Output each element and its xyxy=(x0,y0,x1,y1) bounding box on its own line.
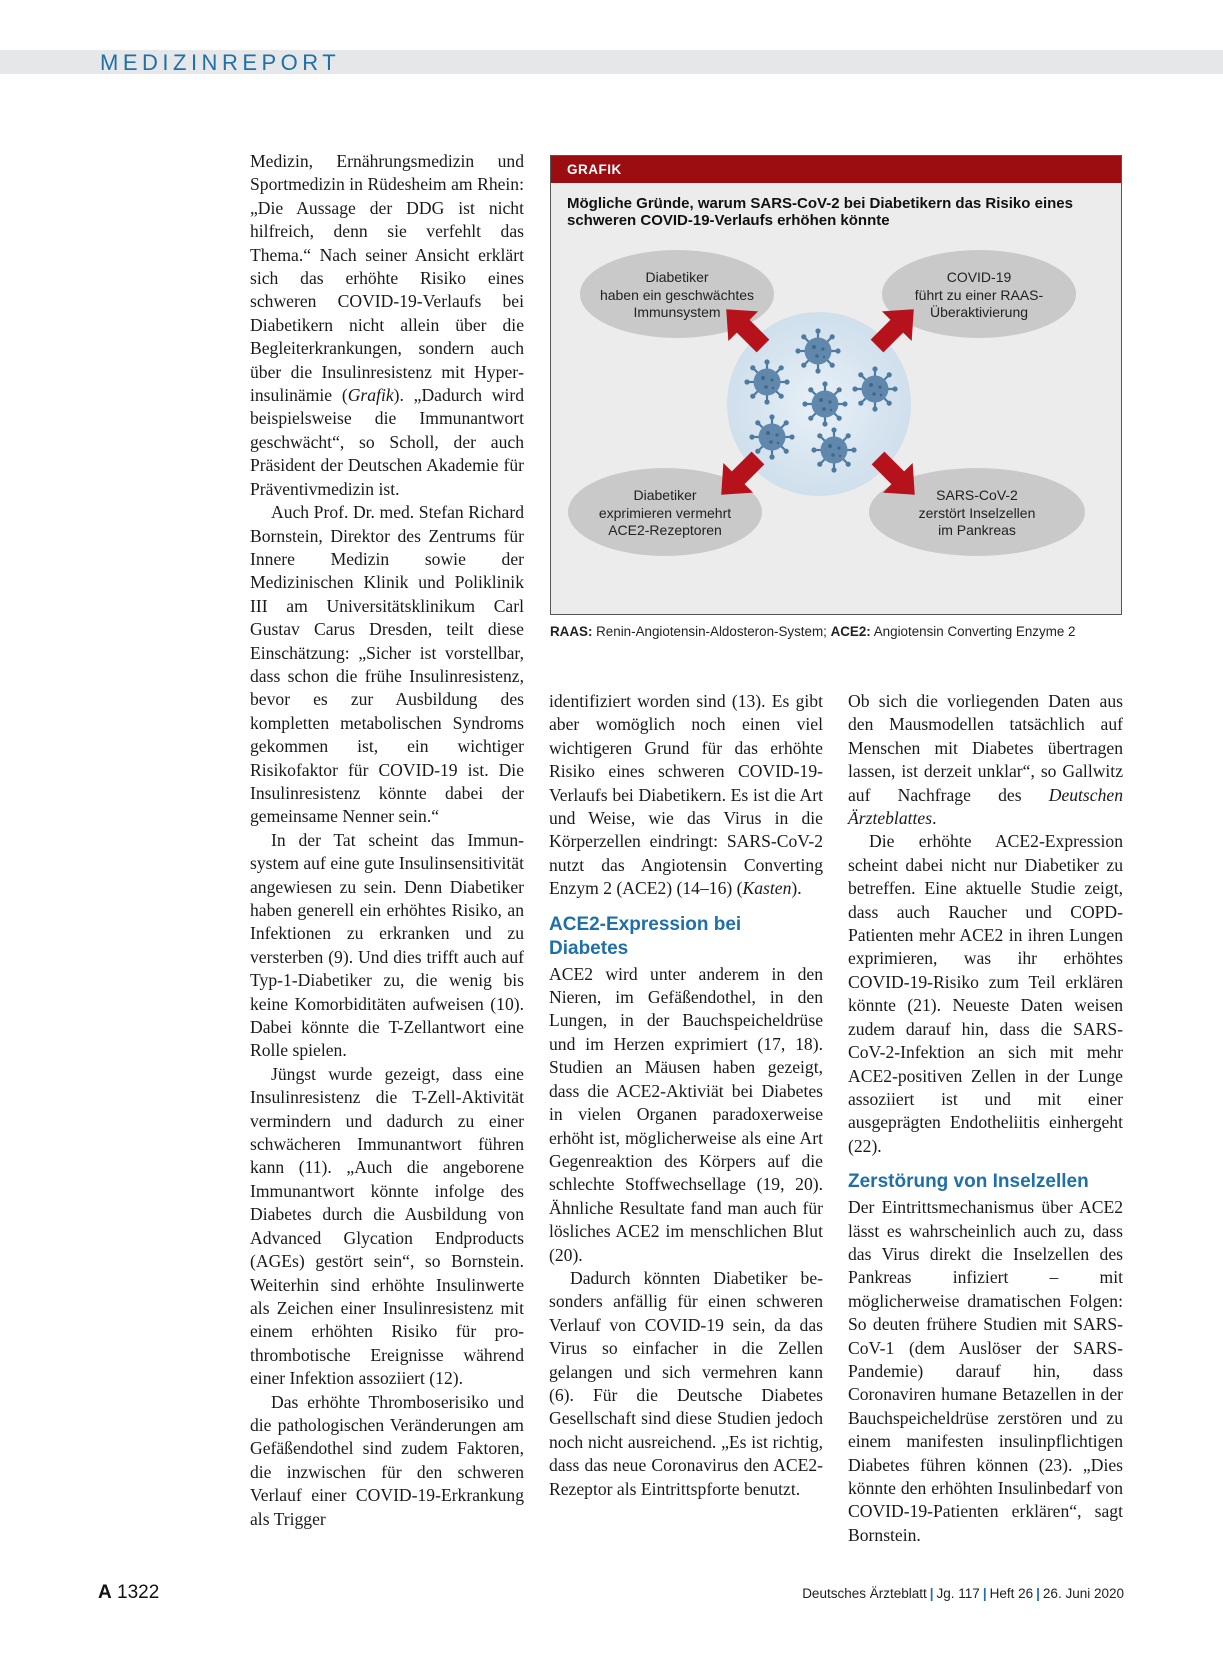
bubble-text-bottom-right: SARS-CoV-2 zerstört Inselzellen im Pankreas xyxy=(918,487,1036,538)
virus-icon xyxy=(744,359,789,404)
virus-icon xyxy=(852,366,897,411)
footer-citation: Deutsches Ärzteblatt | Jg. 117 | Heft 26 | 26. Juni 2020 xyxy=(802,1586,1124,1601)
figure-caption: RAAS: Renin-Angiotensin-Aldosteron-System; ACE2: Angiotensin Converting Enzyme 2 xyxy=(550,624,1076,639)
paragraph: Auch Prof. Dr. med. Stefan Richard Bornstein, Direktor des Zentrums für Innere Medizin sowie der Medizinischen Klinik und Poliklinik III am Universitätsklinikum Carl Gustav Carus Dresden, teilt diese Einschätzung: „Sicher ist vorstellbar, dass schon die frühe Insulinresistenz, bevor es zur Ausbildung des kompletten metabolischen Syndroms gekommen ist, ein wichtiger Risikofaktor für COVID-19 ist. Die Insulinresistenz könnte dabei der gemeinsame Nenner sein.“ xyxy=(250,502,524,827)
bubble-text-top-left: Diabetiker haben ein geschwächtes Immunsystem xyxy=(599,269,755,320)
paragraph: Jüngst wurde gezeigt, dass eine Insulinresistenz die T-Zell-Aktivität vermindern und dadurch zu einer schwächeren Immunantwort führen kann (11). „Auch die angeborene Immunantwort könnte infolge des Diabetes durch die Ausbildung von Advanced Glycation Endproducts (AGEs) gestört sein“, so Bornstein. Weiterhin sind erhöhte Insulinwerte als Zeichen einer Insulinresistenz mit einem erhöhten Risiko für prothrombotische Ereignisse während einer Infektion assoziiert (12). xyxy=(250,1063,524,1389)
figure-title: Mögliche Gründe, warum SARS-CoV-2 bei Diabetikern das Risiko eines schweren COVID-19-Verlaufs erhöhen könnte xyxy=(567,195,1073,229)
paragraph: In der Tat scheint das Immunsystem auf eine gute Insulinsensitivität angewiesen zu sein. Denn Diabetiker haben generell ein erhöhtes Risiko, an Infektionen zu erkranken und zu versterben (9). Und dies trifft auch auf Typ-1-Diabetiker zu, die wenig bis keine Komorbiditäten aufweisen (10). Dabei könnte die T-Zellantwort eine Rolle spielen. xyxy=(250,829,524,1061)
paragraph: identifiziert worden sind (13). Es gibt aber womöglich noch einen viel wichtigeren Grund für das erhöhte Risiko eines schweren COVID-19-Verlaufs bei Diabetikern. Es ist die Art und Weise, wie das Virus in die Körperzellen eindringt: SARS-CoV-2 nutzt das Angiotensin Converting Enzym 2 (ACE2) (14–16) (Kasten). xyxy=(549,691,823,899)
paragraph: ACE2 wird unter anderem in den Nieren, im Gefäßendothel, in den Lungen, in der Bauchspeicheldrüse und im Herzen exprimiert (17, 18). Studien an Mäusen haben gezeigt, dass die ACE2-Aktiviät bei Diabetes in vielen Organen paradoxerweise erhöht ist, möglicherweise als eine Art Gegenreaktion des Körpers auf die schlechte Stoffwechsellage (19, 20). Ähnliche Resultate fand man auch für lösliches ACE2 im menschlichen Blut (20). xyxy=(549,963,823,1265)
figure-illustration xyxy=(551,156,1122,615)
subheading: Zerstörung von Inselzellen xyxy=(848,1171,1089,1193)
paragraph: Ob sich die vorliegenden Daten aus den Mausmodellen tatsächlich auf Menschen mit Diabetes übertragen lassen, ist derzeit unklar“, so Gallwitz auf Nachfrage des Deutschen Ärzteblattes. xyxy=(848,691,1123,829)
paragraph: Das erhöhte Thromboserisiko und die pathologischen Veränderungen am Gefäßendothel sind zudem Faktoren, die inzwischen für den schweren Verlauf einer COVID-19-Erkrankung als Trigger xyxy=(250,1391,524,1529)
text-column-2 xyxy=(549,690,823,1501)
text-column-3 xyxy=(848,690,1123,1547)
journal-name: Deutschen Ärzteblattes xyxy=(848,784,1123,829)
figure-box xyxy=(550,155,1122,615)
virus-icon xyxy=(749,414,794,459)
paragraph: Der Eintrittsmechanismus über ACE2 lässt es wahrscheinlich auch zu, dass das Virus direkt die Inselzellen des Pankreas infiziert – mit möglicherweise dramatischen Folgen: So deuten frühere Studien mit SARS-CoV-1 (dem Auslöser der SARS-Pandemie) darauf hin, dass Coronaviren humane Betazellen in der Bauchspeicheldrüse zerstören und zu einem manifesten insulinpflichtigen Diabetes führen können (23). „Dies könnte den erhöhten Insulinbedarf von COVID-19-Patienten erklären“, sagt Bornstein. xyxy=(848,1197,1123,1545)
paragraph: Medizin, Ernährungsmedizin und Sportmedizin in Rüdesheim am Rhein: „Die Aussage der DDG ist nicht hilfreich, denn sie verfehlt das Thema.“ Nach seiner Ansicht erklärt sich das erhöhte Risiko eines schweren COVID-19-Verlaufs bei Diabetikern nicht allein über die Begleiterkrankungen, sondern auch über die Insulinresistenz mit Hyperinsulinämie (Grafik). „Dadurch wird beispielsweise die Immunantwort geschwächt“, so Scholl, der auch Präsident der Deutschen Akademie für Präventivmedizin ist. xyxy=(250,151,525,499)
subheading: ACE2-Expression bei Diabetes xyxy=(549,913,742,959)
virus-icon xyxy=(811,427,856,472)
paragraph: Die erhöhte ACE2-Expression scheint dabei nicht nur Diabetiker zu betreffen. Eine aktuelle Studie zeigt, dass auch Raucher und COPD-Patienten mehr ACE2 in ihren Lungen exprimieren, was ihr erhöhtes COVID-19-Risiko zum Teil erklären könnte (21). Neueste Daten weisen zudem darauf hin, dass die SARS-CoV-2-Infektion an sich mit mehr ACE2-positiven Zellen in der Lunge assoziiert ist und mit einer ausgeprägten Endotheliitis einhergeht (22). xyxy=(848,831,1123,1156)
figure-label: GRAFIK xyxy=(551,156,1121,183)
virus-icon xyxy=(795,328,840,373)
bubble-text-bottom-left: Diabetiker exprimieren vermehrt ACE2-Rezeptoren xyxy=(598,487,732,538)
virus-icon xyxy=(802,381,847,426)
bubble-text-top-right: COVID-19 führt zu einer RAAS- Überaktivierung xyxy=(914,269,1044,320)
page-number: A 1322 xyxy=(98,1582,160,1603)
paragraph: Dadurch könnten Diabetiker besonders anfällig für einen schweren Verlauf von COVID-19 sein, da das Virus so einfacher in die Zellen gelangen und sich vermehren kann (6). Für die Deutsche Diabetes Gesellschaft sind diese Studien jedoch noch nicht ausreichend. „Es ist richtig, dass das neue Coronavirus den ACE2-Rezeptor als Eintrittspforte benutzt. xyxy=(549,1267,823,1499)
text-column-1 xyxy=(250,150,524,1531)
section-title: MEDIZINREPORT xyxy=(100,50,341,75)
